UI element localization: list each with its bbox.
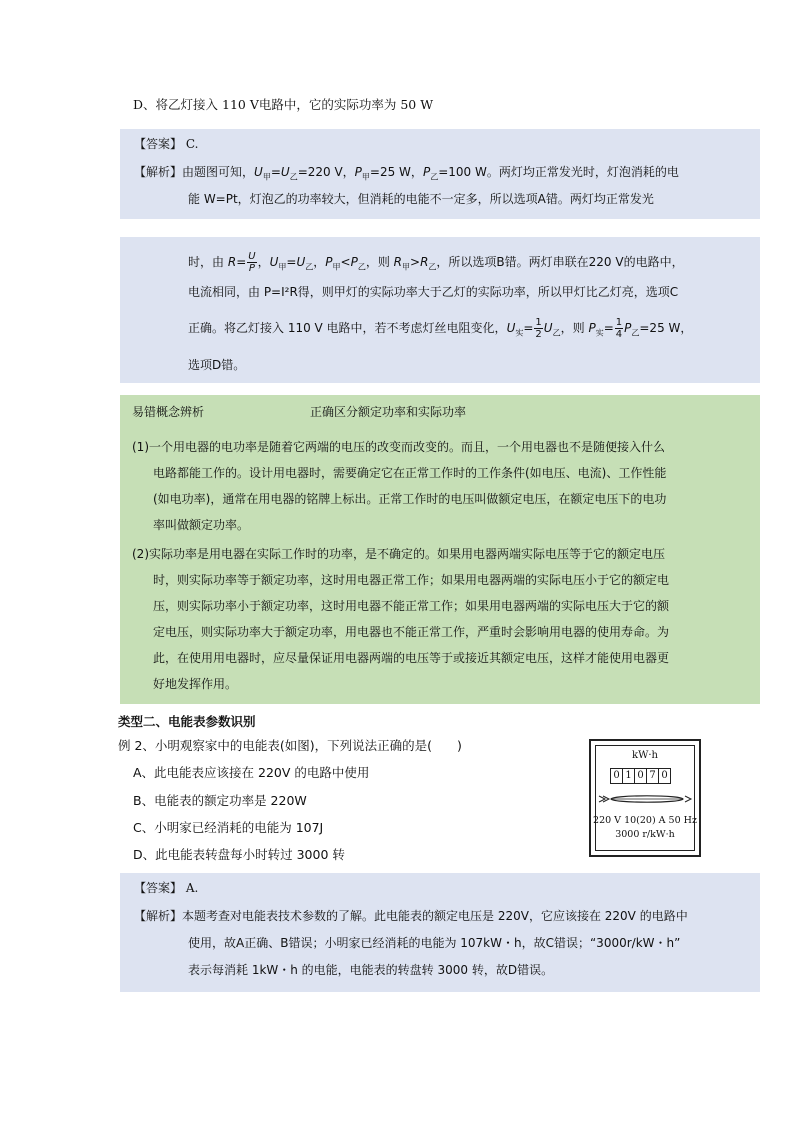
analysis-line-3: 时，由 R= $\frac{U}{P}$ ，$U_甲=U_乙$，$P_甲<P_乙$，则 $R_甲>R_乙$，所以选项B错。两灯串联在220 V的电路中，	[188, 251, 684, 274]
analysis-line-1	[134, 908, 688, 924]
analysis-line-6: 选项D错。	[188, 358, 246, 372]
analysis-text: ，	[313, 255, 326, 269]
analysis-text: 由题图可知，	[182, 165, 255, 179]
concept-p1-line: (1)一个用电器的电功率是随着它两端的电压的改变而改变的。而且，一个用电器也不是随便接入什么	[132, 440, 666, 454]
analysis-line-2: 能 W=Pt，灯泡乙的功率较大，但消耗的电能不一定多，所以选项A错。两灯均正常发光	[188, 192, 654, 206]
answer-box-2	[120, 873, 760, 992]
analysis-text: ，	[257, 255, 270, 269]
answer-box-1	[120, 129, 760, 219]
concept-box	[120, 395, 760, 704]
concept-p2-line: 压，则实际功率小于额定功率，这时用电器不能正常工作；如果用电器两端的实际电压大于它的额	[153, 599, 670, 613]
meter-rotor-icon	[597, 791, 693, 807]
analysis-box-continued	[120, 237, 760, 383]
example-option-c: C、小明家已经消耗的电能为 107J	[133, 820, 324, 835]
meter-unit: kW·h	[632, 750, 658, 761]
analysis-line-2: 使用，故A正确、B错误；小明家已经消耗的电能为 107kW・h，故C错误；“3000r/kW・h”	[188, 936, 681, 950]
analysis-text: 时，由	[188, 255, 225, 269]
meter-digit: 0	[658, 768, 671, 784]
section-title: 类型二、电能表参数识别	[118, 714, 256, 729]
answer-line	[134, 880, 198, 896]
concept-p2-line: 时，则实际功率等于额定功率，这时用电器正常工作；如果用电器两端的实际电压小于它的额定电	[153, 573, 670, 587]
analysis-text: =100 W。两灯均正常发光时，灯泡消耗的电	[438, 165, 679, 179]
analysis-text: =25 W，	[639, 321, 693, 335]
analysis-line-1: 【解析】由题图可知，$U_甲=U_乙=220$ V，$P_甲=25$ W，$P_乙=100$ W。两灯均正常发光时，灯泡消耗的电	[134, 165, 679, 182]
meter-digits	[611, 768, 671, 784]
meter-digit: 1	[622, 768, 635, 784]
analysis-text: =220 V，	[297, 165, 355, 179]
answer-value: A.	[185, 881, 199, 895]
concept-p1-line: 电路都能工作的。设计用电器时，需要确定它在正常工作时的工作条件(如电压、电流)、工作性能	[153, 466, 667, 480]
answer-tag: 【答案】	[134, 137, 183, 151]
concept-p2-line: 定电压，则实际功率大于额定功率，用电器也不能正常工作，严重时会影响用电器的使用寿命。为	[153, 625, 670, 639]
answer-tag: 【答案】	[134, 881, 183, 895]
example-option-d: D、此电能表转盘每小时转过 3000 转	[133, 847, 345, 862]
meter-spec-1: 220 V 10(20) A 50 Hz	[593, 815, 697, 826]
analysis-text: =25 W，	[369, 165, 423, 179]
concept-p1-line: 率叫做额定功率。	[153, 518, 250, 532]
meter-spec-2: 3000 r/kW·h	[615, 829, 675, 840]
meter-digit: 0	[634, 768, 647, 784]
concept-p1-line: (如电功率)，通常在用电器的铭牌上标出。正常工作时的电压叫做额定电压，在额定电压下的电功	[153, 492, 667, 506]
analysis-line-5: 正确。将乙灯接入 110 V 电路中，若不考虑灯丝电阻变化，$U_实=$ $\frac{1}{2}$ $U_乙$，则 $P_实=$ $\frac{1}{4}$ $P_乙=25$ W，	[188, 317, 693, 340]
analysis-text: ，则	[560, 321, 585, 335]
answer-line	[134, 136, 198, 152]
concept-p2-line: 好地发挥作用。	[153, 677, 238, 691]
meter-digit: 0	[610, 768, 623, 784]
electricity-meter-figure	[589, 739, 701, 857]
concept-p2-line: (2)实际功率是用电器在实际工作时的功率，是不确定的。如果用电器两端实际电压等于它的额定电压	[132, 547, 666, 561]
concept-title: 正确区分额定功率和实际功率	[310, 405, 467, 419]
analysis-text: ，所以选项B错。两灯串联在220 V的电路中，	[436, 255, 684, 269]
meter-digit: 7	[646, 768, 659, 784]
example-question: 例 2、小明观察家中的电能表(如图)，下列说法正确的是( )	[118, 738, 462, 753]
answer-value: C.	[185, 137, 199, 151]
example-option-a: A、此电能表应该接在 220V 的电路中使用	[133, 765, 370, 780]
example-option-b: B、电能表的额定功率是 220W	[133, 793, 307, 808]
concept-p2-line: 此，在使用用电器时，应尽量保证用电器两端的电压等于或接近其额定电压，这样才能使用电器更	[153, 651, 670, 665]
analysis-text: ，则	[365, 255, 390, 269]
analysis-tag: 【解析】	[134, 165, 183, 179]
analysis-line-4: 电流相同，由 P=I²R得，则甲灯的实际功率大于乙灯的实际功率，所以甲灯比乙灯亮，选项C	[188, 285, 679, 299]
analysis-text: 本题考查对电能表技术参数的了解。此电能表的额定电压是 220V，它应该接在 220V 的电路中	[182, 909, 688, 923]
analysis-line-3: 表示每消耗 1kW・h 的电能，电能表的转盘转 3000 转，故D错误。	[188, 963, 554, 977]
analysis-text: 正确。将乙灯接入 110 V 电路中，若不考虑灯丝电阻变化，	[188, 321, 507, 335]
analysis-tag: 【解析】	[134, 909, 183, 923]
concept-label: 易错概念辨析	[132, 405, 205, 419]
option-d-text: D、将乙灯接入 110 V电路中，它的实际功率为 50 W	[133, 97, 434, 112]
